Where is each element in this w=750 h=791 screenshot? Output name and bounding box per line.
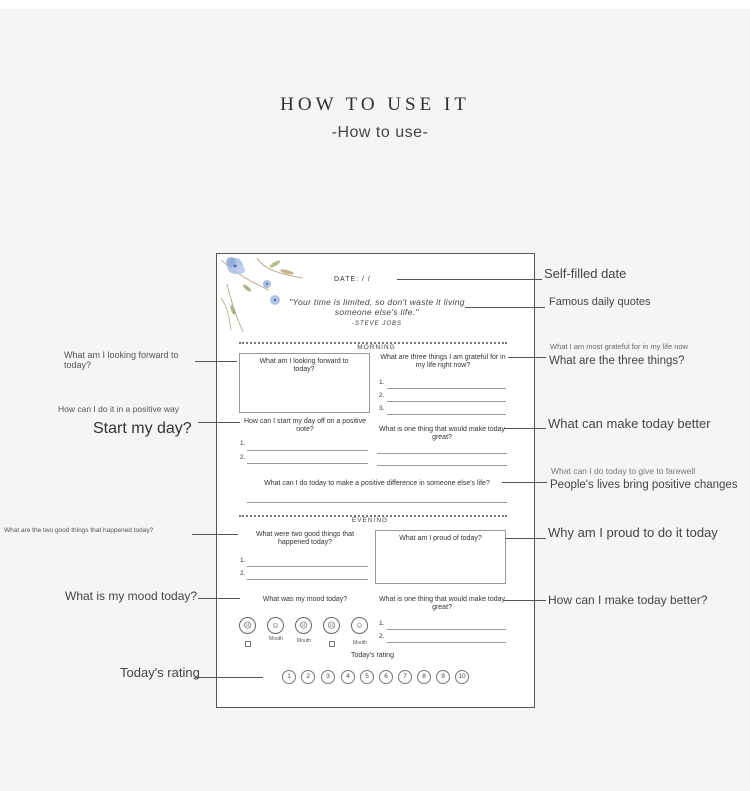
- morning-label: MORNING: [353, 344, 399, 351]
- good-things-line-2[interactable]: [247, 579, 368, 580]
- mood-checkbox-4[interactable]: [329, 641, 335, 647]
- two-good-things-question: What were two good things that happened today?: [255, 531, 355, 547]
- evening-line-1[interactable]: [387, 629, 506, 630]
- annotation-famous-quotes: Famous daily quotes: [549, 296, 651, 308]
- callout-line-good-things: [192, 534, 238, 535]
- callout-line-positive-changes: [502, 482, 547, 483]
- page-subtitle: -How to use-: [331, 124, 429, 141]
- quote-author: -STEVE JOBS: [351, 321, 402, 327]
- page-title: HOW TO USE IT: [280, 94, 470, 115]
- mood-face-label-3: Mouth: [297, 638, 311, 644]
- annotation-positive-changes: People's lives bring positive changes: [550, 479, 738, 491]
- grateful-line-2[interactable]: [387, 401, 506, 402]
- grateful-number-3: 3.: [379, 405, 385, 412]
- today-great-line-2[interactable]: [377, 465, 507, 466]
- mood-face-1-icon[interactable]: ☹: [239, 617, 256, 634]
- grateful-number-1: 1.: [379, 379, 385, 386]
- grateful-line-1[interactable]: [387, 388, 506, 389]
- date-field: DATE: / /: [334, 276, 371, 283]
- mood-checkbox-1[interactable]: [245, 641, 251, 647]
- morning-divider-wrap: [217, 336, 536, 354]
- rating-3[interactable]: 3: [321, 670, 335, 684]
- planner-sheet: [216, 253, 535, 708]
- annotation-two-good-things: What are the two good things that happened today?: [4, 527, 154, 534]
- annotation-grateful-small: What I am most grateful for in my life now: [550, 342, 688, 351]
- positive-difference-line[interactable]: [247, 502, 507, 503]
- positive-difference-question: What can I do today to make a positive difference in someone else's life?: [264, 480, 490, 487]
- callout-line-date: [397, 279, 542, 280]
- today-great-question: What is one thing that would make today great?: [378, 426, 506, 442]
- annotation-self-filled-date: Self-filled date: [544, 266, 627, 281]
- rating-6[interactable]: 6: [379, 670, 393, 684]
- grateful-number-2: 2.: [379, 392, 385, 399]
- proud-question: What am I proud of today?: [399, 535, 482, 542]
- positive-note-number-1: 1.: [240, 440, 246, 447]
- annotation-todays-rating: Today's rating: [120, 665, 200, 680]
- callout-line-make-better: [504, 428, 546, 429]
- annotation-make-better-question: How can I make today better?: [548, 593, 708, 607]
- annotation-start-my-day: Start my day?: [93, 420, 192, 437]
- callout-line-grateful: [508, 357, 546, 358]
- positive-note-line-2[interactable]: [247, 463, 368, 464]
- annotation-looking-forward: What am I looking forward to today?: [64, 350, 179, 371]
- rating-9[interactable]: 9: [436, 670, 450, 684]
- rating-7[interactable]: 7: [398, 670, 412, 684]
- rating-8[interactable]: 8: [417, 670, 431, 684]
- positive-note-question: How can I start my day off on a positive note?: [243, 418, 367, 434]
- callout-line-proud: [505, 538, 546, 539]
- rating-5[interactable]: 5: [360, 670, 374, 684]
- evening-divider-wrap: [217, 509, 523, 527]
- mood-face-label-5: Mouth: [353, 640, 367, 646]
- evening-number-2: 2.: [379, 633, 385, 640]
- annotation-why-proud: Why am I proud to do it today: [548, 525, 718, 540]
- positive-note-line-1[interactable]: [247, 450, 368, 451]
- looking-forward-question: What am I looking forward to today?: [259, 358, 349, 374]
- mood-face-3-icon[interactable]: ☹: [295, 617, 312, 634]
- evening-label: EVENING: [348, 517, 392, 524]
- annotation-farewell-small: What can I do today to give to farewell: [551, 466, 696, 476]
- good-things-number-1: 1.: [240, 557, 246, 564]
- callout-line-rating: [195, 677, 263, 678]
- callout-line-make-better-evening: [504, 600, 546, 601]
- grateful-line-3[interactable]: [387, 414, 506, 415]
- annotation-make-better: What can make today better: [548, 416, 711, 431]
- evening-line-2[interactable]: [387, 642, 506, 643]
- top-band: [0, 0, 750, 9]
- rating-1[interactable]: 1: [282, 670, 296, 684]
- today-great-evening-question: What is one thing that would make today great?: [378, 596, 506, 612]
- today-great-line-1[interactable]: [377, 453, 507, 454]
- callout-line-quote: [465, 307, 545, 308]
- mood-question: What was my mood today?: [262, 596, 348, 603]
- good-things-number-2: 2.: [240, 570, 246, 577]
- mood-face-2-icon[interactable]: ☺: [267, 617, 284, 634]
- rating-label: Today's rating: [351, 652, 394, 659]
- rating-10[interactable]: 10: [455, 670, 469, 684]
- annotation-three-things: What are the three things?: [549, 355, 685, 367]
- rating-4[interactable]: 4: [341, 670, 355, 684]
- callout-line-mood: [198, 598, 240, 599]
- evening-number-1: 1.: [379, 620, 385, 627]
- daily-quote: "Your time is limited, so don't waste it living someone else's life.'': [289, 297, 465, 317]
- mood-face-label-2: Mouth: [269, 636, 283, 642]
- callout-line-looking-forward: [195, 361, 237, 362]
- callout-line-start-day: [198, 422, 240, 423]
- annotation-mood: What is my mood today?: [65, 589, 198, 603]
- rating-2[interactable]: 2: [301, 670, 315, 684]
- annotation-positive-way: How can I do it in a positive way: [58, 404, 179, 414]
- grateful-question: What are three things I am grateful for in my life right now?: [380, 354, 506, 370]
- positive-note-number-2: 2.: [240, 454, 246, 461]
- mood-face-4-icon[interactable]: ☹: [323, 617, 340, 634]
- mood-face-5-icon[interactable]: ☺: [351, 617, 368, 634]
- good-things-line-1[interactable]: [247, 566, 368, 567]
